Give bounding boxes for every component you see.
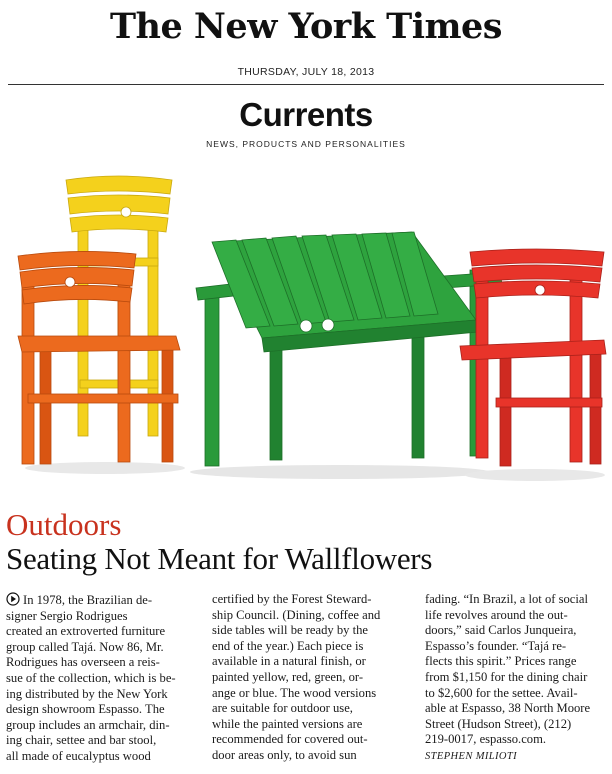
article-line: available in a natural finish, or: [212, 654, 366, 669]
red-dining-chair: [460, 249, 606, 466]
article-line: recommended for covered out-: [212, 732, 368, 747]
article-line: door areas only, to avoid sun: [212, 747, 357, 762]
article-line: doors,” said Carlos Junqueira,: [425, 623, 577, 638]
article-line: ship Council. (Dining, coffee and: [212, 607, 381, 622]
article-line: signer Sergio Rodrigues: [6, 608, 128, 623]
article-line: all made of eucalyptus wood: [6, 748, 151, 763]
article-column-1: [6, 592, 192, 765]
article-line: 219-0017, espasso.com.: [425, 732, 547, 747]
article-line: group called Tajá. Now 86, Mr.: [6, 639, 164, 654]
article-line: to $2,600 for the settee. Avail-: [425, 685, 578, 700]
article-kicker: Outdoors: [6, 507, 122, 542]
article-line: fading. “In Brazil, a lot of social: [425, 592, 588, 606]
byline: STEPHEN MILIOTI: [425, 750, 518, 762]
article-line: are suitable for outdoor use,: [212, 701, 353, 716]
article-line: design showroom Espasso. The: [6, 702, 165, 717]
article-line: able at Espasso, 38 North Moore: [425, 701, 591, 716]
dateline: THURSDAY, JULY 18, 2013: [237, 66, 375, 78]
article-line: group includes an armchair, din-: [6, 717, 170, 732]
furniture-photo: [0, 150, 612, 508]
article-line: certified by the Forest Steward-: [212, 592, 372, 606]
article-headline: Seating Not Meant for Wallflowers: [6, 541, 433, 576]
article-line: while the painted versions are: [212, 716, 363, 731]
play-arrow-icon: [6, 592, 20, 606]
article-line: flects this spirit.” Prices range: [425, 654, 577, 669]
article-line: Espasso’s founder. “Tajá re-: [425, 638, 567, 653]
article-line: ing distributed by the New York: [6, 686, 168, 701]
article-line: sue of the collection, which is be-: [6, 670, 176, 685]
article-line: side tables will be ready by the: [212, 623, 368, 638]
article-line: life revolves around the out-: [425, 607, 568, 622]
article-line: created an extroverted furniture: [6, 624, 166, 639]
masthead: The New York Times: [109, 6, 503, 47]
article-column-2: [212, 592, 398, 764]
article-line: Street (Hudson Street), (212): [425, 716, 572, 731]
article-line: end of the year.) Each piece is: [212, 638, 364, 653]
section-subtitle: NEWS, PRODUCTS AND PERSONALITIES: [206, 139, 406, 149]
section-title: Currents: [239, 96, 373, 133]
article-column-3: [425, 592, 611, 765]
article-line: In 1978, the Brazilian de-: [6, 592, 192, 609]
article-line: from $1,150 for the dining chair: [425, 669, 588, 684]
article-line: ing chair, settee and bar stool,: [6, 733, 157, 748]
top-rule: [8, 84, 604, 85]
article-line: ange or blue. The wood versions: [212, 685, 377, 700]
green-settee: [196, 232, 502, 466]
article-line: Rodrigues has overseen a reis-: [6, 655, 160, 670]
article-line: painted yellow, red, green, or-: [212, 669, 364, 684]
